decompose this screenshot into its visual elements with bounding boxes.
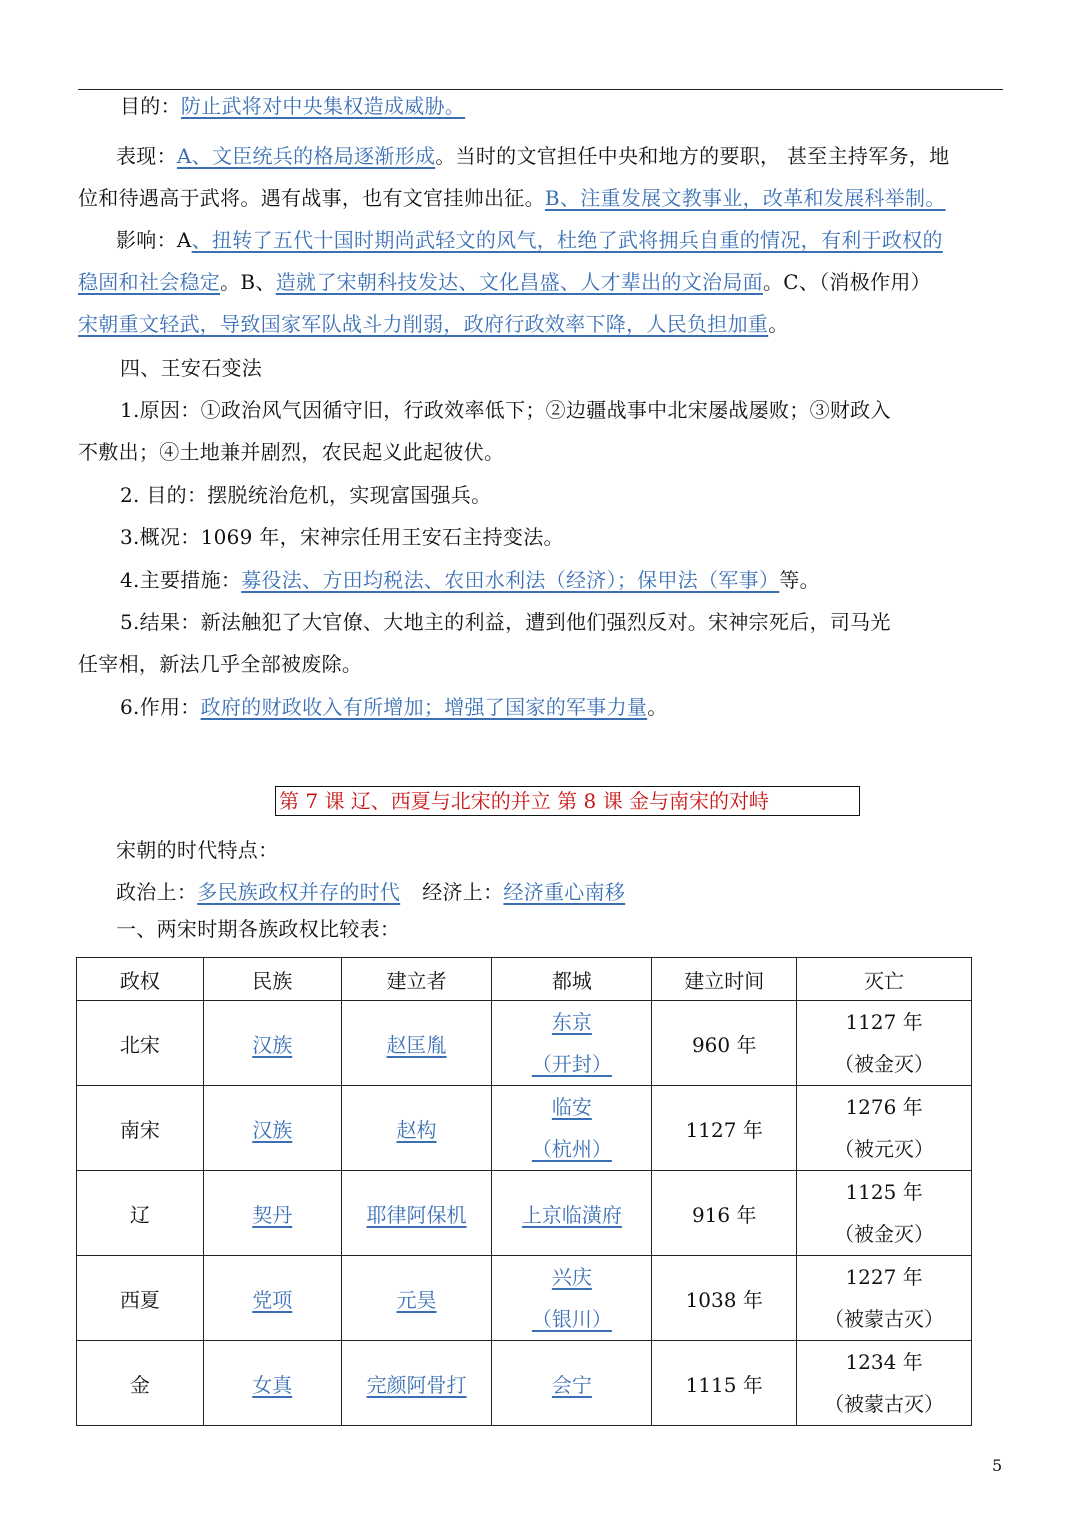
capital-cell: 上京临潢府 (521, 1202, 622, 1227)
capital-cell: 兴庆 (551, 1265, 592, 1289)
song-features (78, 829, 1003, 871)
reform-result-1 (78, 601, 1003, 643)
song-features-text: 宋朝的时代特点： (116, 838, 279, 862)
founded-cell: 1115 年 (652, 1341, 797, 1426)
header-cell: 民族 (203, 958, 341, 1001)
fall-by-cell: （被蒙古灭） (824, 1392, 945, 1416)
reform-cause-text-1: 1.原因：①政治风气因循守旧，行政效率低下；②边疆战事中北宋屡战屡败；③财政入 (120, 398, 891, 422)
politics-text: 多民族政权并存的时代 (197, 880, 401, 904)
regime-cell: 西夏 (77, 1256, 204, 1341)
fall-year-cell: 1227 年 (845, 1265, 923, 1289)
capital-cell: 临安 (551, 1095, 592, 1119)
table-header-row (77, 958, 972, 1001)
capital-alt-cell: （银川） (531, 1307, 612, 1331)
purpose-line (78, 85, 1003, 127)
founded-cell: 916 年 (652, 1171, 797, 1256)
header-cell: 建立时间 (652, 958, 797, 1001)
manifestation-text-1: 。当时的文官担任中央和地方的要职， 甚至主持军务，地 (435, 144, 950, 168)
reform-result-text-1: 5.结果：新法触犯了大官僚、大地主的利益，遭到他们强烈反对。宋神宗死后，司马光 (120, 610, 891, 634)
header-cell: 政权 (77, 958, 204, 1001)
influence-mid: 。B、 (220, 270, 276, 294)
founder-cell: 完颜阿骨打 (366, 1372, 467, 1397)
reform-purpose-text: 2. 目的：摆脱统治危机，实现富国强兵。 (120, 483, 492, 507)
reform-cause-1 (78, 389, 1003, 431)
reform-effect-label: 6.作用： (120, 695, 201, 719)
reform-effect-text: 政府的财政收入有所增加；增强了国家的军事力量 (200, 695, 648, 719)
influence-line-2 (78, 261, 1003, 303)
influence-line-1 (78, 219, 1003, 261)
reform-effect-end: 。 (647, 695, 668, 719)
table-title-text: 一、两宋时期各族政权比较表： (116, 917, 401, 941)
reform-overview (78, 516, 1003, 558)
reform-overview-text: 3.概况：1069 年，宋神宗任用王安石主持变法。 (120, 525, 564, 549)
fall-year-cell: 1276 年 (845, 1095, 923, 1119)
fall-by-cell: （被蒙古灭） (824, 1307, 945, 1331)
reform-title (78, 347, 1003, 389)
founder-cell: 赵构 (396, 1117, 437, 1142)
reform-effect (78, 686, 1003, 728)
manifestation-text-2: 位和待遇高于武将。遇有战事，也有文官挂帅出征。 (78, 186, 545, 210)
capital-alt-cell: （开封） (531, 1052, 612, 1076)
economy-text: 经济重心南移 (503, 880, 626, 904)
table-row (77, 1341, 972, 1426)
purpose-text: 防止武将对中央集权造成威胁。 (180, 94, 466, 118)
table-row (77, 1256, 972, 1341)
reform-title-text: 四、王安石变法 (120, 356, 263, 380)
founded-cell: 1038 年 (652, 1256, 797, 1341)
influence-a-1: 、扭转了五代十国时期尚武轻文的风气，杜绝了武将拥兵自重的情况，有利于政权的 (191, 228, 943, 252)
table-title (78, 908, 1003, 950)
page-number: 5 (992, 1456, 1003, 1475)
fall-year-cell: 1127 年 (845, 1010, 923, 1034)
founded-cell: 1127 年 (652, 1086, 797, 1171)
header-cell: 灭亡 (797, 958, 972, 1001)
manifestation-label: 表现： (116, 144, 177, 168)
economy-label: 经济上： (422, 880, 504, 904)
fall-by-cell: （被金灭） (834, 1222, 935, 1246)
reform-cause-2 (78, 431, 1003, 473)
influence-c-label: 。C、（消极作用） (762, 270, 931, 294)
header-cell: 都城 (492, 958, 652, 1001)
founder-cell: 元昊 (396, 1287, 437, 1312)
song-politics-economy (78, 871, 1003, 913)
header-cell: 建立者 (341, 958, 492, 1001)
manifestation-b: B、注重发展文教事业，改革和发展科举制。 (544, 186, 946, 210)
lesson-title-box: 第 7 课 辽、西夏与北宋的并立 第 8 课 金与南宋的对峙 (275, 786, 860, 816)
regime-comparison-table (76, 957, 972, 1426)
influence-line-3 (78, 303, 1003, 345)
capital-cell: 会宁 (551, 1372, 592, 1397)
ethnic-cell: 汉族 (252, 1117, 293, 1142)
fall-year-cell: 1125 年 (845, 1180, 923, 1204)
purpose-label: 目的： (120, 94, 181, 118)
reform-cause-text-2: 不敷出；④土地兼并剧烈，农民起义此起彼伏。 (78, 440, 505, 464)
ethnic-cell: 党项 (252, 1287, 293, 1312)
founded-cell: 960 年 (652, 1001, 797, 1086)
manifestation-line-1 (78, 135, 1003, 177)
capital-alt-cell: （杭州） (531, 1137, 612, 1161)
table-row (77, 1001, 972, 1086)
manifestation-line-2 (78, 177, 1003, 219)
table-row (77, 1171, 972, 1256)
regime-cell: 辽 (77, 1171, 204, 1256)
reform-result-2 (78, 643, 1003, 685)
founder-cell: 赵匡胤 (386, 1032, 447, 1057)
reform-measures-text: 募役法、方田均税法、农田水利法（经济）；保甲法（军事） (241, 568, 780, 592)
regime-cell: 南宋 (77, 1086, 204, 1171)
fall-by-cell: （被元灭） (834, 1137, 935, 1161)
ethnic-cell: 契丹 (252, 1202, 293, 1227)
reform-measures-end: 等。 (779, 568, 820, 592)
influence-a-2: 稳固和社会稳定 (78, 270, 221, 294)
influence-b: 造就了宋朝科技发达、文化昌盛、人才辈出的文治局面 (275, 270, 763, 294)
influence-label: 影响：A (116, 228, 192, 252)
politics-label: 政治上： (116, 880, 198, 904)
table-row (77, 1086, 972, 1171)
reform-measures-label: 4.主要措施： (120, 568, 242, 592)
influence-period: 。 (768, 312, 789, 336)
fall-year-cell: 1234 年 (845, 1350, 923, 1374)
capital-cell: 东京 (551, 1010, 592, 1034)
ethnic-cell: 女真 (252, 1372, 293, 1397)
regime-cell: 北宋 (77, 1001, 204, 1086)
reform-measures (78, 559, 1003, 601)
manifestation-a: A、文臣统兵的格局逐渐形成 (176, 144, 436, 168)
reform-result-text-2: 任宰相，新法几乎全部被废除。 (78, 652, 363, 676)
regime-cell: 金 (77, 1341, 204, 1426)
founder-cell: 耶律阿保机 (366, 1202, 467, 1227)
reform-purpose (78, 474, 1003, 516)
ethnic-cell: 汉族 (252, 1032, 293, 1057)
influence-c-text: 宋朝重文轻武，导致国家军队战斗力削弱，政府行政效率下降，人民负担加重 (78, 312, 769, 336)
fall-by-cell: （被金灭） (834, 1052, 935, 1076)
